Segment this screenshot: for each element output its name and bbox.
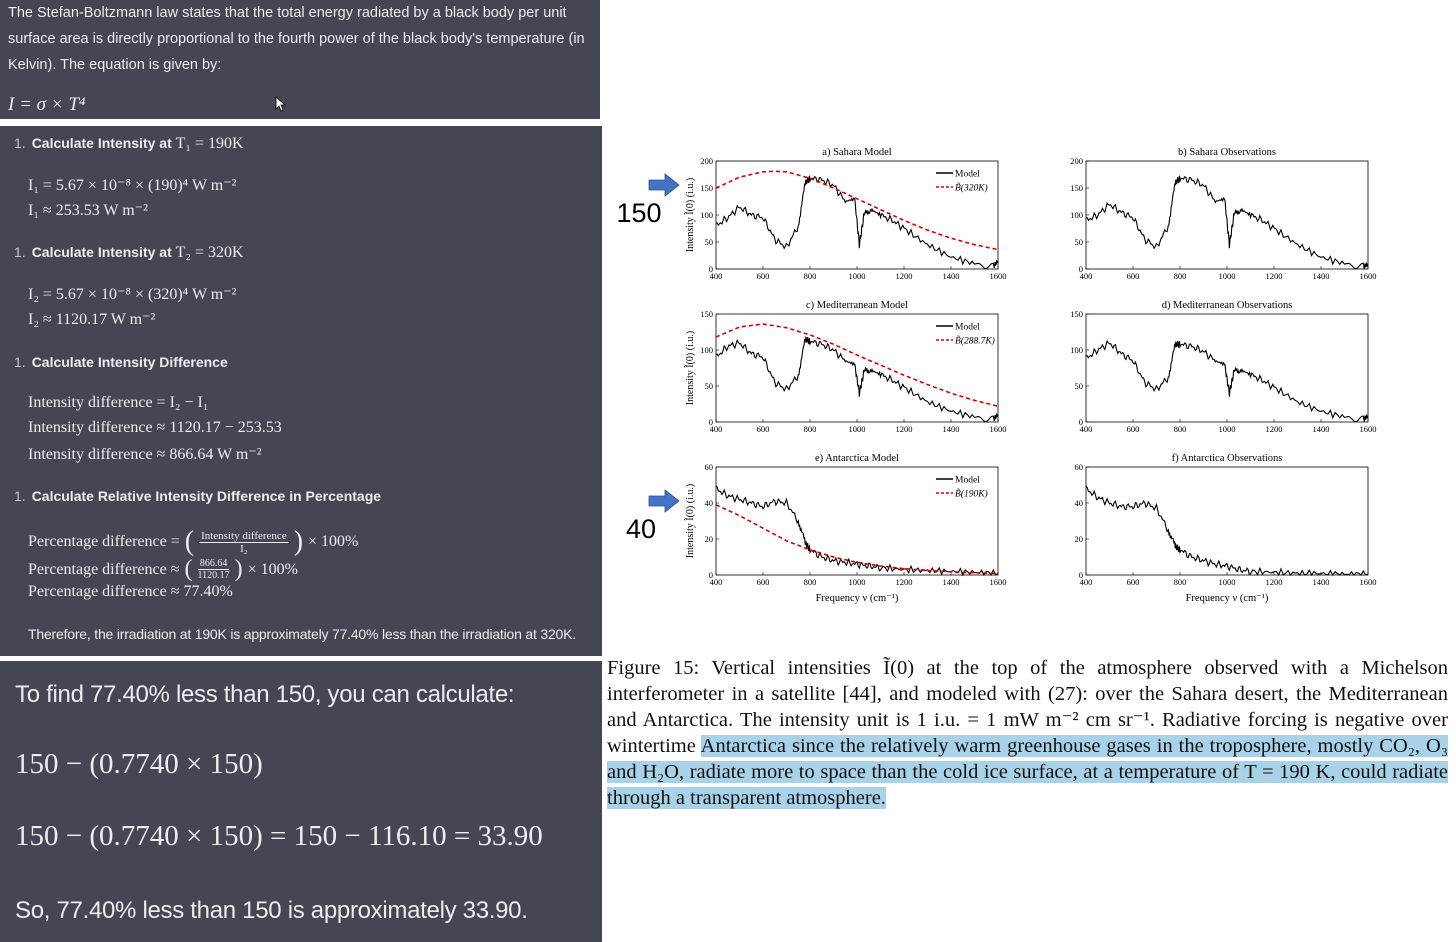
chart-panel [1075,453,1377,604]
plot-frame [1086,314,1368,422]
y-tick-label: 150 [1070,309,1083,319]
figure-15-charts [606,136,1456,648]
legend-entry: B̃(320K) [955,183,988,194]
annotation-label: 150 [616,198,662,228]
x-tick-label: 1600 [1359,424,1377,434]
math-line: Percentage difference ≈ ( 866.64 1120.17 ) × 100% [28,556,299,582]
math-line: Intensity difference = I₂ − I₁ [28,394,209,411]
x-tick-label: 1200 [895,577,913,587]
legend-entry: B̃(190K) [955,489,988,500]
y-tick-label: 150 [700,183,713,193]
chart-title: a) Sahara Model [822,147,892,158]
figure-caption [607,655,1448,811]
x-tick-label: 1000 [848,271,866,281]
y-tick-label: 100 [1070,210,1083,220]
x-tick-label: 600 [756,271,770,281]
calc-expression: 150 − (0.7740 × 150) [15,748,263,780]
plot-frame [1086,467,1368,575]
y-tick-label: 60 [704,462,713,472]
x-tick-label: 1600 [989,424,1007,434]
x-tick-label: 600 [756,424,770,434]
x-tick-label: 1200 [1265,271,1283,281]
y-tick-label: 100 [1070,345,1083,355]
chart-panel [684,300,1007,434]
y-tick-label: 0 [708,570,713,580]
series-line [1086,341,1368,422]
intro-text: The Stefan-Boltzmann law states that the total energy radiated by a black body per unit surface area is directly proportional to the fourth power of the black body's temperature (in Kelvin). The equation is given by: [8,5,585,73]
x-tick-label: 600 [756,577,770,587]
plot-frame [1086,161,1368,269]
x-tick-label: 1600 [989,577,1007,587]
series-line [716,337,998,422]
arrow-icon [649,490,679,512]
x-tick-label: 600 [1126,271,1140,281]
chart-panel [1070,300,1376,434]
calculation-panel [0,126,602,656]
x-tick-label: 600 [1126,577,1140,587]
chart-title: b) Sahara Observations [1178,147,1276,158]
chart-panel [684,453,1007,604]
chart-title: c) Mediterranean Model [805,300,909,311]
x-tick-label: 1200 [895,271,913,281]
x-tick-label: 1200 [1265,577,1283,587]
x-tick-label: 1000 [1218,577,1236,587]
legend-entry: Model [955,322,980,333]
x-tick-label: 800 [803,271,817,281]
x-tick-label: 1600 [989,271,1007,281]
conclusion-text: Therefore, the irradiation at 190K is approximately 77.40% less than the irradiation at 320K. [28,626,576,642]
y-tick-label: 200 [1070,156,1083,166]
y-tick-label: 60 [1074,462,1083,472]
series-line [1086,176,1368,269]
x-tick-label: 800 [1173,577,1187,587]
chart-title: f) Antarctica Observations [1171,453,1283,464]
x-tick-label: 1400 [1312,271,1330,281]
x-tick-label: 600 [1126,424,1140,434]
y-tick-label: 50 [1074,381,1083,391]
x-axis-label: Frequency ν (cm⁻¹) [815,593,899,604]
x-tick-label: 1000 [1218,271,1236,281]
y-tick-label: 200 [700,156,713,166]
x-tick-label: 800 [803,424,817,434]
x-tick-label: 1400 [1312,577,1330,587]
y-tick-label: 100 [700,210,713,220]
caption-text: Figure 15: Vertical intensities Ĩ(0) at the top of the atmosphere observed with a Michelson interferometer in a satellite [44], and modeled with (27): over the Sahara desert, the Mediterranean and Antarctica. The intensity unit is 1 i.u. = 1 mW m⁻² cm sr⁻¹. Radiative forcing is negative over wintertime [607,657,1448,757]
x-tick-label: 1000 [848,577,866,587]
y-tick-label: 150 [1070,183,1083,193]
y-tick-label: 0 [708,417,713,427]
calc-intro-text: To find 77.40% less than 150, you can calculate: [15,681,515,708]
arrow-icon [649,174,679,196]
chart-title: d) Mediterranean Observations [1161,300,1293,311]
x-tick-label: 400 [1079,577,1093,587]
x-tick-label: 400 [1079,271,1093,281]
x-tick-label: 400 [709,271,723,281]
y-axis-label: Intensity Ĩ(0) (i.u.) [685,330,696,406]
calc-conclusion-text: So, 77.40% less than 150 is approximately 33.90. [15,897,528,924]
y-tick-label: 0 [708,264,713,274]
y-tick-label: 50 [704,381,713,391]
y-axis-label: Intensity Ĩ(0) (i.u.) [685,483,696,559]
x-tick-label: 1400 [1312,424,1330,434]
x-tick-label: 400 [709,577,723,587]
annotation-label: 40 [625,514,657,544]
x-tick-label: 800 [1173,424,1187,434]
y-tick-label: 40 [1074,498,1083,508]
legend-entry: Model [955,169,980,180]
calc-result-expression: 150 − (0.7740 × 150) = 150 − 116.10 = 33.90 [15,820,543,852]
mouse-cursor-icon [275,96,287,112]
step-heading: 1. Calculate Intensity at T₂ = 320K [14,244,244,261]
x-tick-label: 1200 [895,424,913,434]
x-tick-label: 1000 [848,424,866,434]
math-line: I₂ = 5.67 × 10⁻⁸ × (320)⁴ W m⁻² [28,286,237,303]
x-tick-label: 800 [1173,271,1187,281]
math-line: I₂ ≈ 1120.17 W m⁻² [28,311,156,328]
step-heading: 1. Calculate Intensity at T₁ = 190K [14,135,244,152]
y-tick-label: 150 [700,309,713,319]
y-tick-label: 40 [704,498,713,508]
math-line: Percentage difference = ( Intensity difference I₂ ) × 100% [28,526,359,557]
highlighted-caption-text[interactable]: Antarctica since the relatively warm greenhouse gases in the troposphere, mostly CO₂, O₃ and H₂O, radiate more to space than the cold ice surface, at a temperature of T = 190 K, could radiate through a transparent atmosphere. [607,735,1448,809]
step-heading: 1. Calculate Relative Intensity Difference in Percentage [14,488,382,504]
x-axis-label: Frequency ν (cm⁻¹) [1185,593,1269,604]
series-line [1086,486,1368,575]
x-tick-label: 1200 [1265,424,1283,434]
chart-panel [684,147,1007,281]
y-tick-label: 20 [704,534,713,544]
chart-panel [1070,147,1376,281]
y-tick-label: 20 [1074,534,1083,544]
y-tick-label: 0 [1078,264,1083,274]
y-tick-label: 50 [704,237,713,247]
y-tick-label: 100 [700,345,713,355]
x-tick-label: 400 [1079,424,1093,434]
legend-entry: Model [955,475,980,486]
x-tick-label: 1600 [1359,271,1377,281]
y-axis-label: Intensity Ĩ(0) (i.u.) [685,177,696,253]
x-tick-label: 1400 [942,271,960,281]
math-line: Percentage difference ≈ 77.40% [28,583,233,600]
stefan-boltzmann-equation: I = σ × T⁴ [8,94,86,115]
x-tick-label: 1400 [942,577,960,587]
legend-entry: B̃(288.7K) [955,336,995,347]
y-tick-label: 0 [1078,570,1083,580]
y-tick-label: 50 [1074,237,1083,247]
intro-panel [0,0,600,119]
math-line: Intensity difference ≈ 866.64 W m⁻² [28,446,262,463]
x-tick-label: 800 [803,577,817,587]
math-line: I₁ ≈ 253.53 W m⁻² [28,202,148,219]
chart-title: e) Antarctica Model [815,453,899,464]
y-tick-label: 0 [1078,417,1083,427]
follow-up-panel [0,661,602,942]
x-tick-label: 400 [709,424,723,434]
math-line: Intensity difference ≈ 1120.17 − 253.53 [28,419,282,436]
math-line: I₁ = 5.67 × 10⁻⁸ × (190)⁴ W m⁻² [28,177,237,194]
step-heading: 1. Calculate Intensity Difference [14,354,228,370]
x-tick-label: 1000 [1218,424,1236,434]
x-tick-label: 1600 [1359,577,1377,587]
x-tick-label: 1400 [942,424,960,434]
